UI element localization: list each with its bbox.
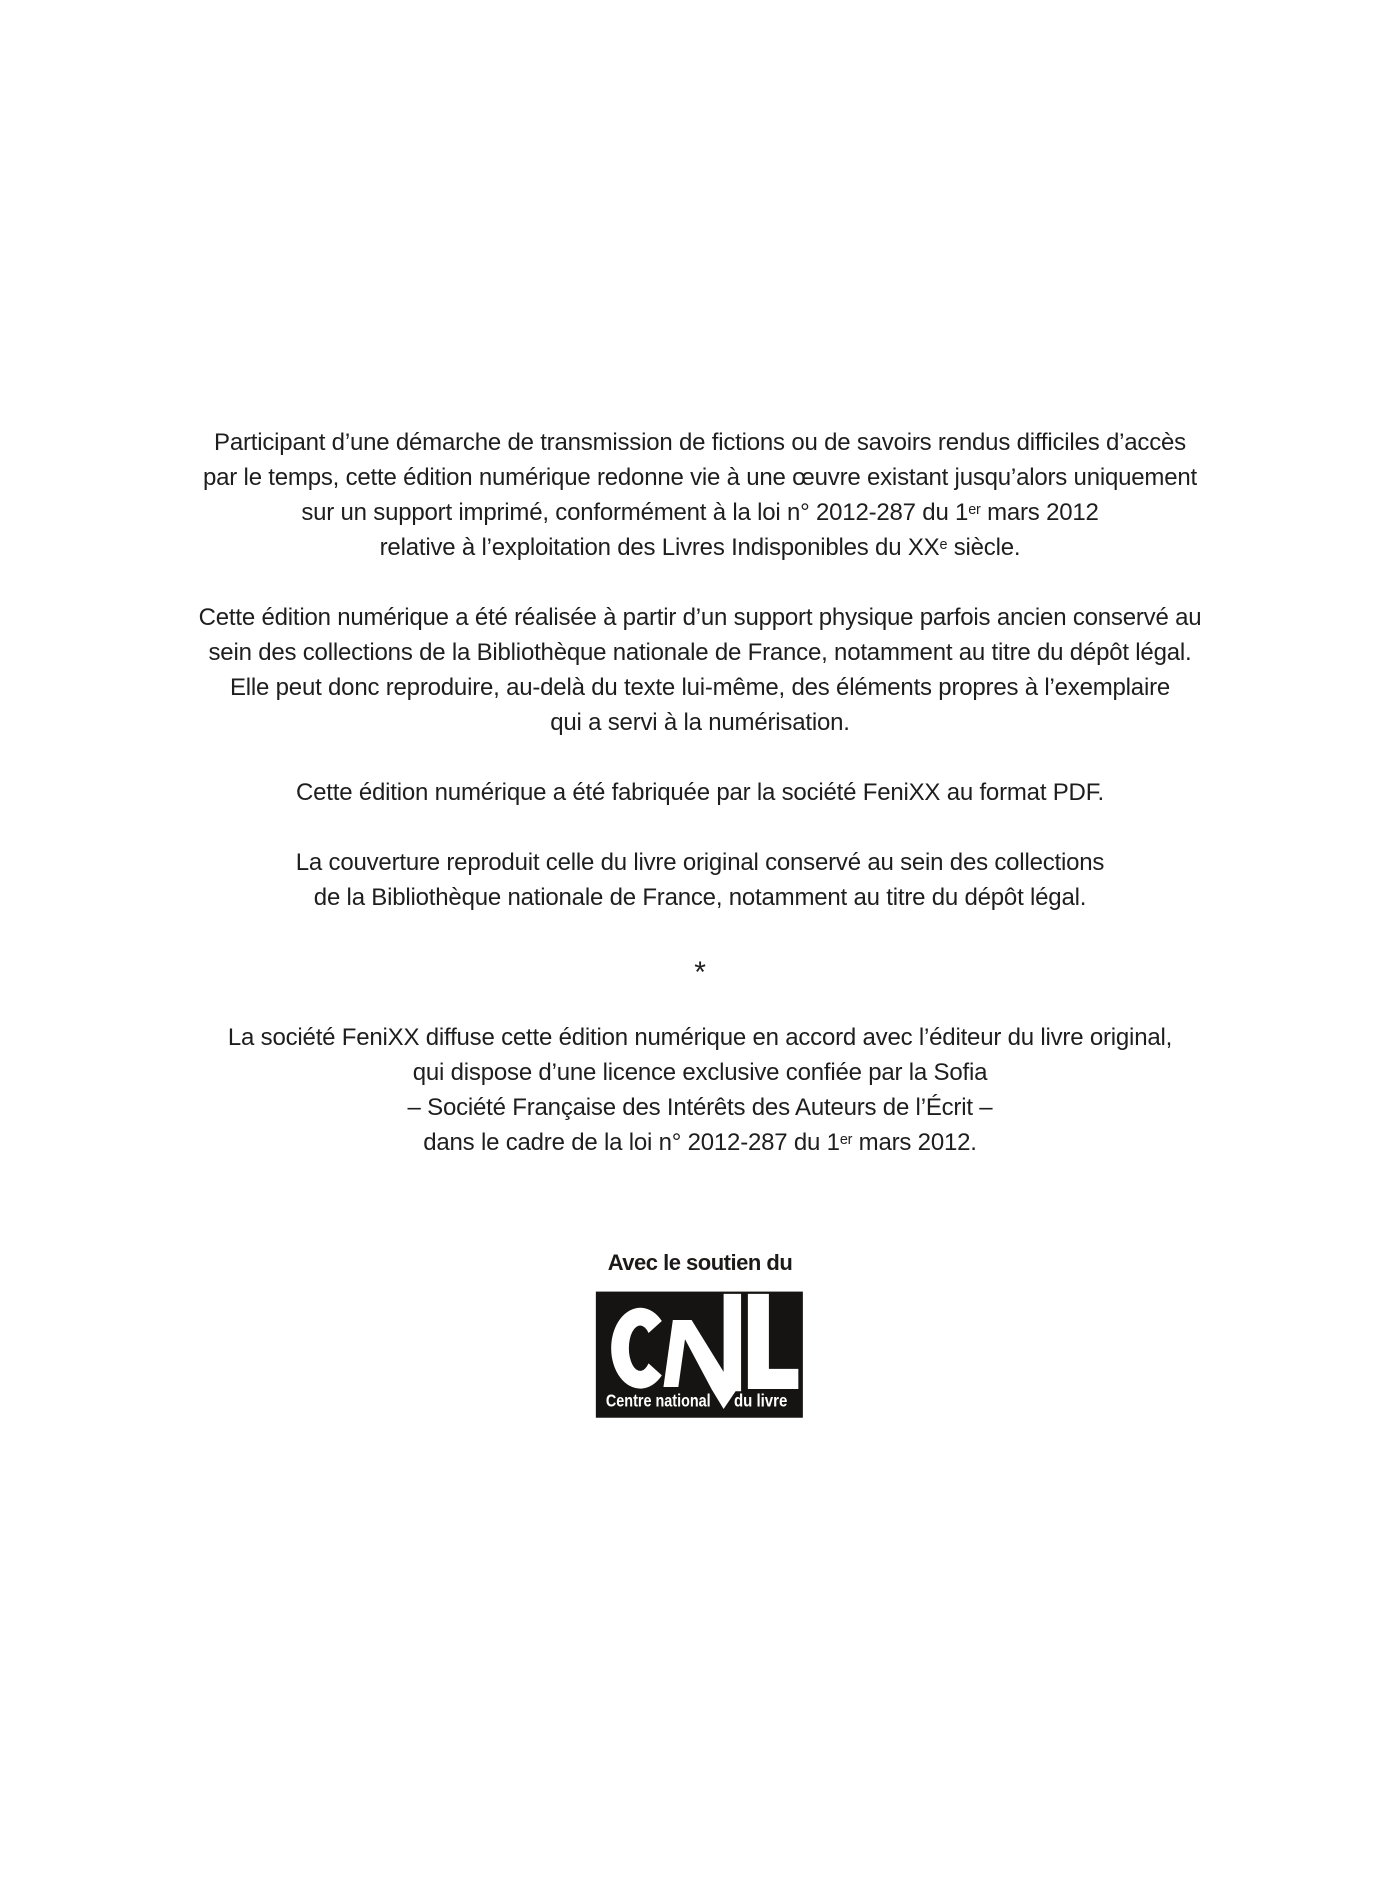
text-segment: sur un support imprimé, conformément à la loi n° 2012-287 du 1 — [301, 499, 969, 526]
text-line — [0, 705, 1400, 740]
text-line — [0, 775, 1400, 810]
text-line — [0, 460, 1400, 495]
footer — [0, 1248, 1400, 1425]
text-segment: Participant d’une démarche de transmission de fictions ou de savoirs rendus difficiles d’accès — [214, 429, 1186, 456]
text-segment: La couverture reproduit celle du livre original conservé au sein des collections — [295, 849, 1105, 876]
text-segment: – Société Française des Intérêts des Auteurs de l’Écrit – — [407, 1094, 993, 1121]
cnl-support-label: Avec le soutien du — [607, 1250, 793, 1275]
text-segment: qui a servi à la numérisation. — [550, 709, 850, 736]
text-line — [0, 670, 1400, 705]
superscript-segment: e — [939, 536, 948, 553]
text-segment: siècle. — [947, 534, 1021, 561]
text-segment: mars 2012. — [852, 1129, 977, 1156]
text-line — [0, 600, 1400, 635]
text-segment: relative à l’exploitation des Livres Indisponibles du XX — [379, 534, 940, 561]
separator-paragraph — [0, 950, 1400, 989]
superscript-segment: er — [839, 1131, 853, 1148]
text-segment: de la Bibliothèque nationale de France, notamment au titre du dépôt légal. — [313, 884, 1087, 911]
text-segment: Elle peut donc reproduire, au-delà du texte lui-même, des éléments propres à l’exemplaire — [229, 674, 1171, 701]
text-segment: Cette édition numérique a été réalisée à partir d’un support physique parfois ancien conservé au — [198, 604, 1202, 631]
cnl-logo-image — [593, 1289, 807, 1420]
cnl-letter-n-right-stem — [724, 1294, 741, 1391]
text-line — [0, 1090, 1400, 1125]
cnl-logo — [0, 1289, 1400, 1425]
text-line — [0, 1125, 1400, 1160]
paragraph — [0, 600, 1400, 740]
paragraph — [0, 845, 1400, 915]
paragraph — [0, 775, 1400, 810]
text-line — [0, 530, 1400, 565]
text-line — [0, 425, 1400, 460]
superscript-segment: er — [968, 501, 981, 518]
text-line — [0, 1020, 1400, 1055]
paragraph — [0, 1020, 1400, 1160]
text-line — [0, 495, 1400, 530]
text-segment: La société FeniXX diffuse cette édition numérique en accord avec l’éditeur du livre original, — [227, 1024, 1173, 1051]
paragraph — [0, 425, 1400, 565]
text-segment: qui dispose d’une licence exclusive confiée par la Sofia — [412, 1059, 988, 1086]
text-line — [0, 635, 1400, 670]
colophon-text — [0, 425, 1400, 1160]
text-segment: * — [694, 956, 706, 989]
text-line — [0, 1055, 1400, 1090]
text-segment: dans le cadre de la loi n° 2012-287 du 1 — [423, 1129, 840, 1156]
text-segment: sein des collections de la Bibliothèque nationale de France, notamment au titre du dépôt légal. — [208, 639, 1192, 666]
text-segment: par le temps, cette édition numérique redonne vie à une œuvre existant jusqu’alors uniquement — [203, 464, 1197, 491]
cnl-caption-left: Centre national — [605, 1390, 711, 1411]
cnl-caption-right: du livre — [733, 1390, 788, 1411]
text-line — [0, 955, 1400, 990]
text-line — [0, 880, 1400, 915]
text-segment: mars 2012 — [980, 499, 1099, 526]
text-line — [0, 845, 1400, 880]
text-segment: Cette édition numérique a été fabriquée par la société FeniXX au format PDF. — [296, 779, 1104, 806]
